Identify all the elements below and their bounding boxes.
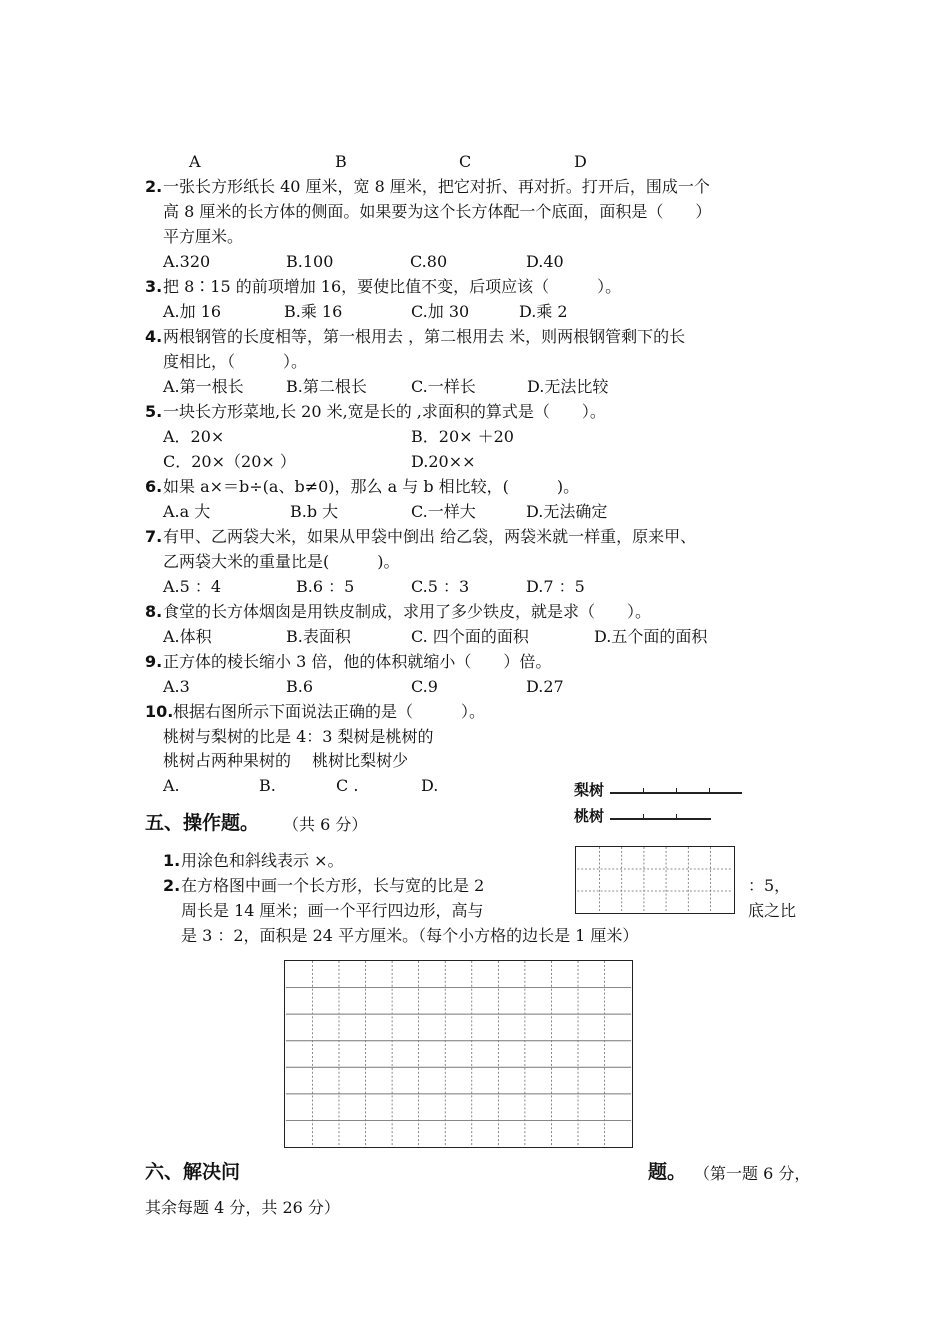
pear-tree-label: 梨树 [574, 781, 605, 799]
q10-option-d: D. [421, 776, 439, 795]
q4-option-b: B.第二根长 [286, 377, 367, 396]
q8-option-a: A.体积 [163, 627, 212, 646]
q7-text-line2: 乙两袋大米的重量比是( )。 [163, 552, 400, 571]
q5-option-c: C．20×（20× ） [163, 452, 296, 471]
q6-text: 如果 a×＝b÷(a、b≠0)，那么 a 与 b 相比较，( )。 [163, 477, 580, 496]
q8-option-c: C. 四个面的面积 [411, 627, 529, 646]
q9-text: 正方体的棱长缩小 3 倍，他的体积就缩小（ ）倍。 [163, 652, 552, 671]
q1-option-c: C [459, 152, 472, 171]
q8-option-d: D.五个面的面积 [594, 627, 708, 646]
s5-q2-ratio-tail: ：5， [748, 876, 791, 895]
q4-option-d: D.无法比较 [527, 377, 609, 396]
q2-option-a: A.320 [163, 252, 211, 271]
q4-option-c: C.一样长 [411, 377, 476, 396]
q2-option-c: C.80 [410, 252, 448, 271]
q4-number: 4. [145, 327, 163, 346]
q4-text-line2: 度相比，（ ）。 [163, 352, 308, 371]
q6-option-c: C.一样大 [411, 502, 476, 521]
large-grid[interactable] [284, 960, 633, 1148]
q4-text-line1: 两根钢管的长度相等，第一根用去 ，第二根用去 米，则两根钢管剩下的长 [163, 327, 686, 346]
peach-tree-bar [610, 808, 711, 820]
section5-title: 五、操作题。 [145, 812, 260, 834]
q4-option-a: A.第一根长 [163, 377, 244, 396]
section5-score: （共 6 分） [283, 815, 368, 834]
section6-score-b: 其余每题 4 分，共 26 分） [145, 1198, 340, 1217]
q10-statement-2: 桃树占两种果树的 桃树比梨树少 [163, 751, 409, 770]
peach-tick [676, 814, 677, 818]
q5-text: 一块长方形菜地,长 20 米,宽是长的 ,求面积的算式是（ ）。 [163, 402, 606, 421]
s5-q2-number: 2. [163, 876, 181, 895]
q2-option-b: B.100 [286, 252, 334, 271]
q10-text: 根据右图所示下面说法正确的是（ ）。 [173, 702, 486, 721]
q2-option-d: D.40 [526, 252, 564, 271]
q9-number: 9. [145, 652, 163, 671]
section6-score-a: （第一题 6 分， [694, 1164, 811, 1183]
s5-q1-text: 用涂色和斜线表示 ×。 [181, 851, 344, 870]
q3-option-a: A.加 16 [163, 302, 222, 321]
q6-option-a: A.a 大 [163, 502, 211, 521]
s5-q2-line3: 是 3 ：2，面积是 24 平方厘米。（每个小方格的边长是 1 厘米） [181, 926, 639, 945]
q7-option-c: C.5 ：3 [411, 577, 470, 596]
q7-option-a: A.5 ：4 [163, 577, 222, 596]
s5-q2-line2-tail: 底之比 [748, 901, 797, 920]
q1-option-d: D [574, 152, 587, 171]
q2-text-line1: 一张长方形纸长 40 厘米，宽 8 厘米，把它对折、再对折。打开后，围成一个 [163, 177, 710, 196]
q6-option-d: D.无法确定 [526, 502, 608, 521]
s5-q2-line2: 周长是 14 厘米；画一个平行四边形，高与 [181, 901, 484, 920]
pear-tick [709, 788, 710, 792]
q7-number: 7. [145, 527, 163, 546]
q10-option-c: C . [336, 776, 359, 795]
q5-option-b: B．20× ＋20 [411, 427, 514, 446]
q1-option-b: B [335, 152, 347, 171]
section6-title-a: 六、解决问 [145, 1161, 241, 1183]
q3-option-d: D.乘 2 [519, 302, 568, 321]
s5-q1-number: 1. [163, 851, 181, 870]
peach-tick [643, 814, 644, 818]
q1-option-a: A [189, 152, 201, 171]
q2-text-line3: 平方厘米。 [163, 227, 244, 246]
q10-option-a: A. [163, 776, 180, 795]
q8-number: 8. [145, 602, 163, 621]
q6-number: 6. [145, 477, 163, 496]
q2-number: 2. [145, 177, 163, 196]
q7-option-b: B.6 ：5 [296, 577, 355, 596]
q5-option-a: A．20× [163, 427, 225, 446]
q5-option-d: D.20×× [411, 452, 476, 471]
q7-option-d: D.7 ：5 [526, 577, 585, 596]
peach-tree-label: 桃树 [574, 807, 605, 825]
q9-option-b: B.6 [286, 677, 314, 696]
q8-text: 食堂的长方体烟囱是用铁皮制成，求用了多少铁皮，就是求（ ）。 [163, 602, 652, 621]
q3-number: 3. [145, 277, 163, 296]
q6-option-b: B.b 大 [290, 502, 339, 521]
q3-text: 把 8∶15 的前项增加 16，要使比值不变，后项应该（ ）。 [163, 277, 622, 296]
q10-statement-1: 桃树与梨树的比是 4：3 梨树是桃树的 [163, 727, 434, 746]
q2-text-line2: 高 8 厘米的长方体的侧面。如果要为这个长方体配一个底面，面积是（ ） [163, 202, 712, 221]
pear-tick [676, 788, 677, 792]
q8-option-b: B.表面积 [286, 627, 351, 646]
s5-q2-line1: 在方格图中画一个长方形，长与宽的比是 2 [181, 876, 485, 895]
q5-number: 5. [145, 402, 163, 421]
q10-number: 10. [145, 702, 174, 721]
q9-option-d: D.27 [526, 677, 564, 696]
small-grid[interactable] [575, 846, 735, 914]
q9-option-c: C.9 [411, 677, 438, 696]
q3-option-b: B.乘 16 [284, 302, 343, 321]
pear-tick [643, 788, 644, 792]
q7-text-line1: 有甲、乙两袋大米，如果从甲袋中倒出 给乙袋，两袋米就一样重，原来甲、 [163, 527, 697, 546]
q10-option-b: B. [259, 776, 276, 795]
q3-option-c: C.加 30 [411, 302, 470, 321]
q9-option-a: A.3 [163, 677, 190, 696]
section6-title-b: 题。 [648, 1161, 687, 1183]
